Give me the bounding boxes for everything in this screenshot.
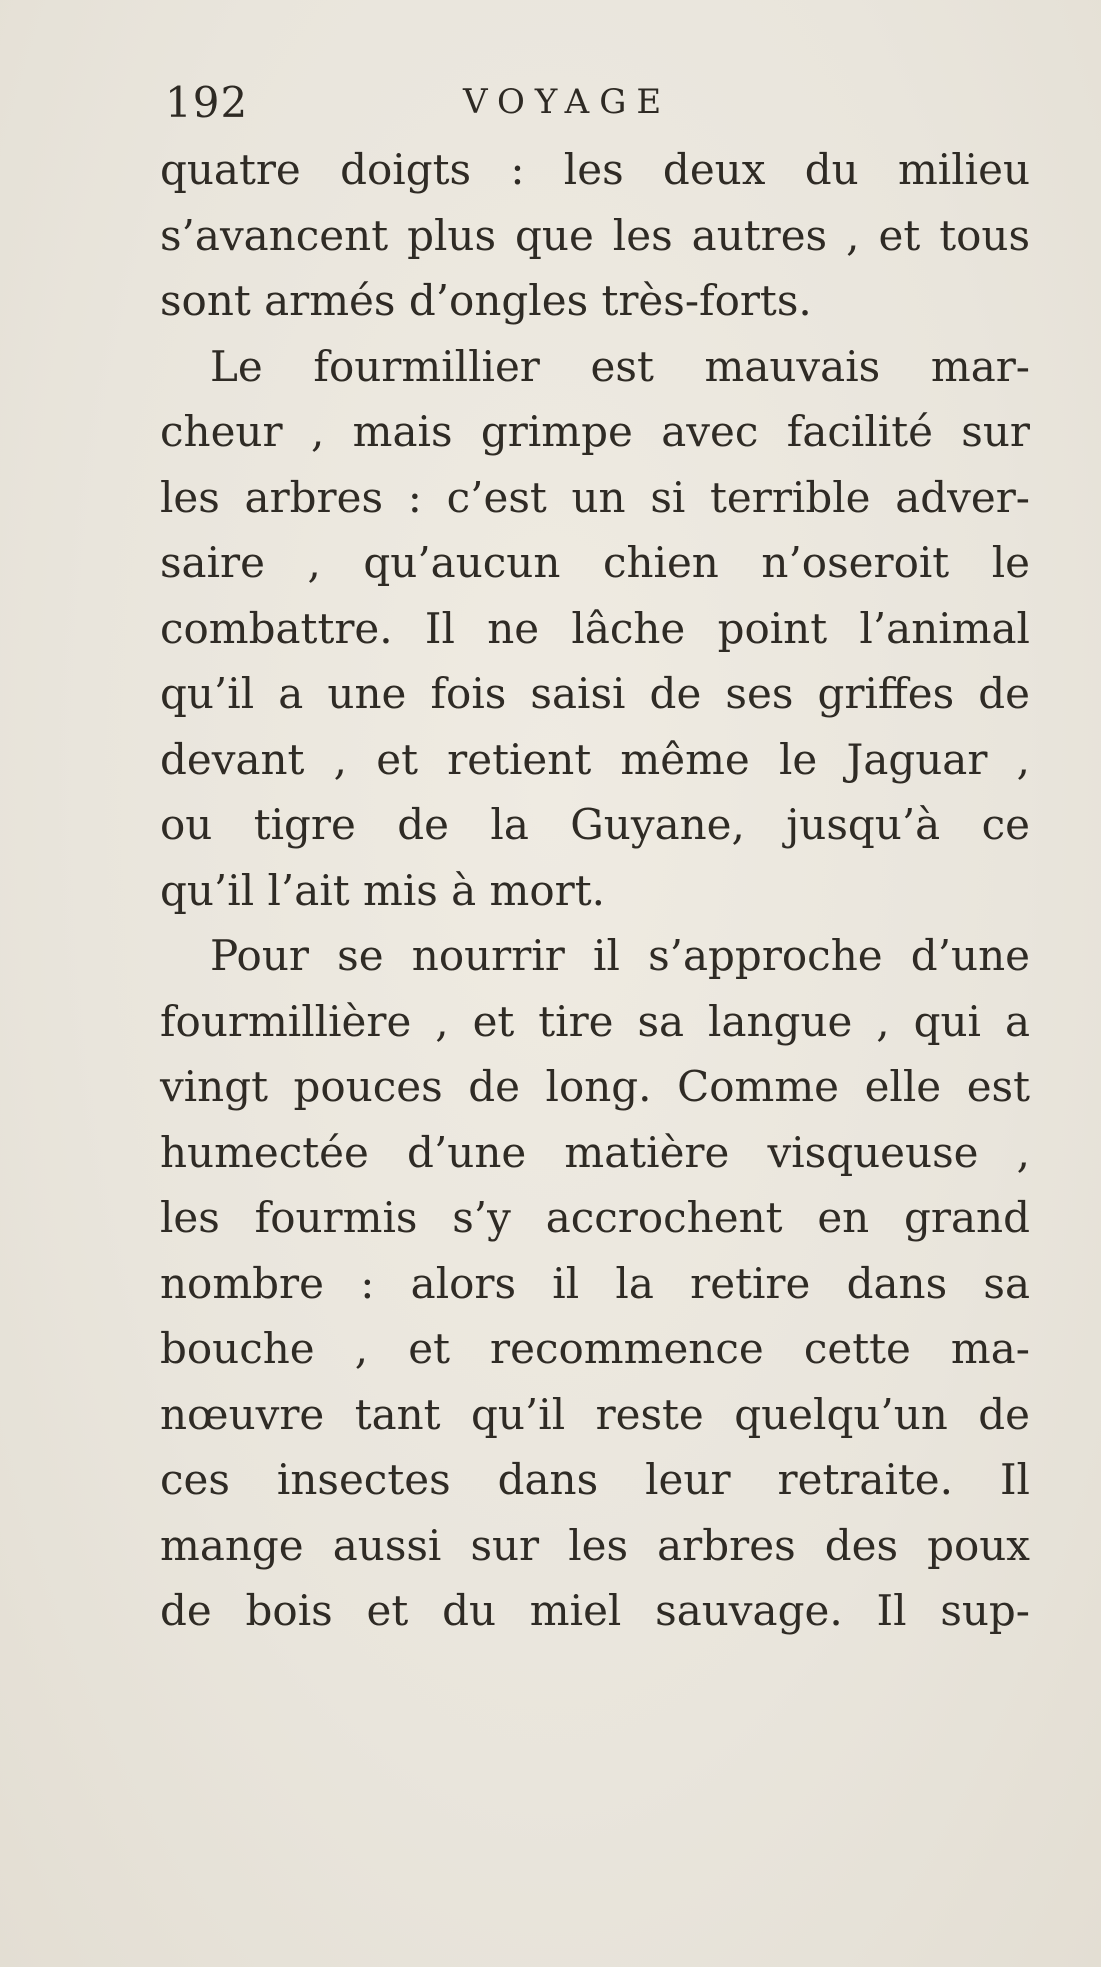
- text-line: les arbres : c’est un si terrible adver-: [160, 472, 1030, 522]
- text-line: nœuvre tant qu’il reste quelqu’un de: [160, 1389, 1030, 1439]
- text-line: de bois et du miel sauvage. Il sup-: [160, 1586, 1030, 1635]
- text-line: saire , qu’aucun chien n’oseroit le: [160, 538, 1030, 587]
- text-line: s’avancent plus que les autres , et tous: [160, 210, 1030, 260]
- text-line: ces insectes dans leur retraite. Il: [160, 1455, 1030, 1504]
- text-line: qu’il l’ait mis à mort.: [160, 865, 605, 915]
- text-line: combattre. Il ne lâche point l’animal: [160, 603, 1030, 653]
- page-header: [165, 78, 1025, 138]
- paragraph-start-line: Le fourmillier est mauvais mar-: [210, 341, 1030, 391]
- text-line: humectée d’une matière visqueuse ,: [160, 1127, 1030, 1177]
- text-line: quatre doigts : les deux du milieu: [160, 145, 1030, 194]
- body-text: [160, 137, 1030, 1644]
- text-line: bouche , et recommence cette ma-: [160, 1324, 1030, 1373]
- text-line: nombre : alors il la retire dans sa: [160, 1258, 1030, 1308]
- text-line: devant , et retient même le Jaguar ,: [160, 734, 1030, 784]
- text-line: mange aussi sur les arbres des poux: [160, 1520, 1030, 1570]
- text-line: les fourmis s’y accrochent en grand: [160, 1193, 1030, 1242]
- page-number: 192: [165, 78, 249, 127]
- text-line: cheur , mais grimpe avec facilité sur: [160, 407, 1030, 456]
- running-title: VOYAGE: [463, 82, 672, 122]
- paragraph-start-line: Pour se nourrir il s’approche d’une: [210, 931, 1030, 980]
- text-line: fourmillière , et tire sa langue , qui a: [160, 996, 1030, 1046]
- text-line: ou tigre de la Guyane, jusqu’à ce: [160, 800, 1030, 849]
- text-line: sont armés d’ongles très-forts.: [160, 276, 812, 325]
- text-line: vingt pouces de long. Comme elle est: [160, 1062, 1030, 1111]
- text-line: qu’il a une fois saisi de ses griffes de: [160, 669, 1030, 718]
